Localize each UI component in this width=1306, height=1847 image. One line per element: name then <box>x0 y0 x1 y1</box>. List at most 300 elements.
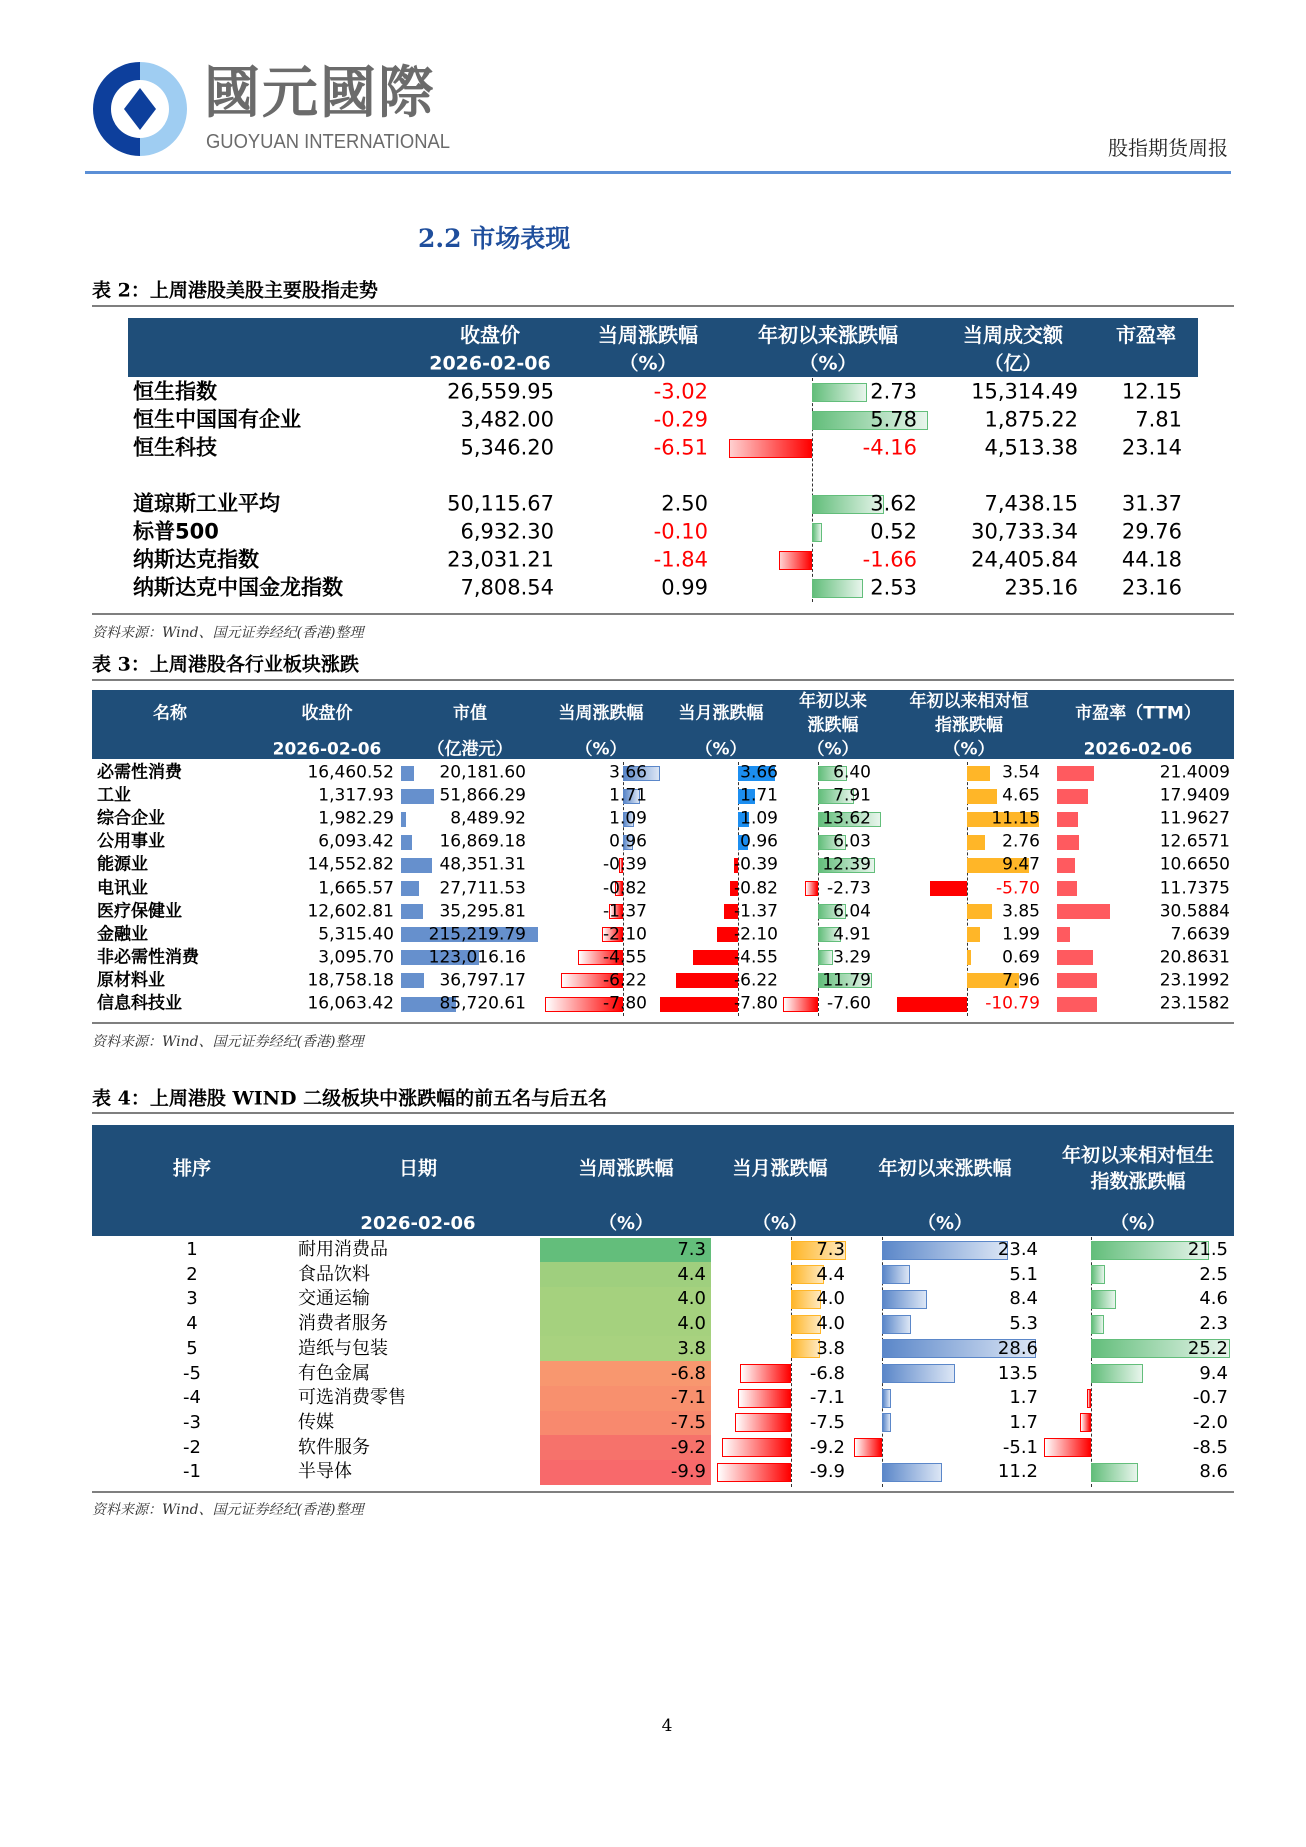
sector-name: 可选消费零售 <box>298 1387 406 1409</box>
close-price: 16,460.52 <box>307 762 394 783</box>
table2-header-label: 收盘价 <box>460 323 520 347</box>
relative-hsi-bar <box>1087 1389 1091 1408</box>
sector-name: 有色金属 <box>298 1362 370 1384</box>
sector-name: 原材料业 <box>97 970 165 991</box>
table3-header-label: 市值 <box>453 703 487 724</box>
pe-ttm: 30.5884 <box>1159 901 1230 922</box>
sector-name: 非必需性消费 <box>97 947 199 968</box>
monthly-change-bar <box>738 1389 791 1408</box>
table2-bottom-rule <box>92 613 1234 615</box>
ytd-change: 6.03 <box>833 831 871 852</box>
market-cap-bar <box>401 766 414 781</box>
relative-hsi-change: 2.5 <box>1199 1263 1228 1285</box>
close-price: 6,932.30 <box>460 519 554 544</box>
rank: -4 <box>183 1387 201 1409</box>
ytd-change: 3.29 <box>833 947 871 968</box>
table3-header-label: 年初以来 <box>799 691 867 712</box>
relative-hsi-bar <box>1091 1265 1105 1284</box>
pe-bar <box>1057 766 1094 781</box>
ytd-change: 8.4 <box>1009 1288 1038 1310</box>
table3-header-label: 涨跌幅 <box>807 715 859 736</box>
weekly-change: -2.10 <box>603 924 647 945</box>
relative-hsi-bar <box>897 997 967 1012</box>
sector-name: 公用事业 <box>97 831 165 852</box>
monthly-change-bar <box>660 997 738 1012</box>
pe-ratio: 31.37 <box>1121 491 1182 516</box>
index-name: 纳斯达克指数 <box>133 547 259 572</box>
ytd-change-bar <box>779 551 812 570</box>
ytd-change-bar <box>812 579 863 598</box>
weekly-change: 2.50 <box>661 491 708 516</box>
table3-header-label: 指涨跌幅 <box>935 715 1003 736</box>
relative-hsi-bar <box>1091 1463 1138 1482</box>
table2-header-label: 当周涨跌幅 <box>598 323 698 347</box>
pe-bar <box>1057 927 1070 942</box>
sector-name: 信息科技业 <box>97 993 182 1014</box>
market-cap: 85,720.61 <box>439 993 526 1014</box>
market-cap-bar <box>401 789 434 804</box>
header-divider <box>85 171 1231 174</box>
monthly-change-bar <box>693 950 739 965</box>
table4-header-label: 当月涨跌幅 <box>732 1157 828 1180</box>
table2-header-label: 市盈率 <box>1116 323 1176 347</box>
rank: 4 <box>186 1313 198 1335</box>
weekly-volume: 15,314.49 <box>971 379 1078 404</box>
monthly-change-bar <box>722 1438 791 1457</box>
sector-name: 半导体 <box>298 1461 352 1483</box>
table2-source: 资料来源：Wind、国元证券经纪(香港)整理 <box>92 625 364 641</box>
pe-ratio: 29.76 <box>1121 519 1182 544</box>
close-price: 16,063.42 <box>307 993 394 1014</box>
weekly-volume: 30,733.34 <box>971 519 1078 544</box>
rank: 2 <box>186 1263 198 1285</box>
ytd-change: 6.04 <box>833 901 871 922</box>
ytd-change: 5.78 <box>870 407 917 432</box>
ytd-change: 7.91 <box>833 785 871 806</box>
close-price: 50,115.67 <box>447 491 554 516</box>
close-price: 6,093.42 <box>318 831 394 852</box>
relative-hsi-bar <box>967 789 997 804</box>
weekly-change: -4.55 <box>603 947 647 968</box>
table3-header-label: 名称 <box>153 703 187 724</box>
monthly-change: -4.55 <box>734 947 778 968</box>
table4-header-unit: 2026-02-06 <box>360 1213 476 1234</box>
table4-caption: 表 4：上周港股 WIND 二级板块中涨跌幅的前五名与后五名 <box>92 1087 608 1110</box>
pe-ratio: 7.81 <box>1135 407 1182 432</box>
monthly-change: -0.82 <box>734 878 778 898</box>
weekly-change: -9.9 <box>670 1461 706 1483</box>
close-price: 23,031.21 <box>447 547 554 572</box>
relative-hsi-change: -8.5 <box>1192 1436 1228 1458</box>
relative-hsi-change: 11.15 <box>991 808 1040 829</box>
index-name: 恒生科技 <box>133 435 217 460</box>
ytd-change-bar <box>882 1364 955 1383</box>
market-cap: 27,711.53 <box>439 878 526 898</box>
ytd-change: -2.73 <box>827 878 871 898</box>
monthly-change: 3.8 <box>816 1337 845 1359</box>
guoyuan-logo-icon <box>90 58 190 160</box>
ytd-change: -4.16 <box>862 435 917 460</box>
logo-chinese-text: 國元國際 <box>204 61 436 126</box>
ytd-change: 6.40 <box>833 762 871 783</box>
monthly-change: -6.22 <box>734 970 778 991</box>
close-price: 3,095.70 <box>318 947 394 968</box>
relative-hsi-bar <box>1091 1364 1143 1383</box>
sector-name: 必需性消费 <box>97 762 182 783</box>
section-title: 2.2 市场表现 <box>418 224 571 253</box>
relative-hsi-change: 2.76 <box>1002 831 1040 852</box>
weekly-change: 3.66 <box>609 762 647 783</box>
weekly-change: -0.39 <box>603 854 647 875</box>
relative-hsi-change: 9.4 <box>1199 1362 1228 1384</box>
ytd-change-bar <box>812 523 822 542</box>
table4-bottom-rule <box>92 1491 1234 1493</box>
sector-name: 传媒 <box>298 1411 334 1433</box>
table4-source: 资料来源：Wind、国元证券经纪(香港)整理 <box>92 1502 364 1518</box>
relative-hsi-bar <box>967 927 980 942</box>
market-cap-bar <box>401 835 412 850</box>
ytd-change-bar <box>882 1241 1008 1260</box>
relative-hsi-change: 7.96 <box>1002 970 1040 991</box>
market-cap-bar <box>401 973 424 988</box>
weekly-change: -6.22 <box>603 970 647 991</box>
sector-name: 软件服务 <box>298 1436 370 1458</box>
monthly-change-bar <box>740 1364 791 1383</box>
close-price: 1,665.57 <box>318 878 394 898</box>
relative-hsi-bar <box>967 835 985 850</box>
weekly-change: 4.0 <box>677 1288 706 1310</box>
table3-header-label: 市盈率（TTM） <box>1075 703 1201 724</box>
ytd-change: 2.53 <box>870 575 917 600</box>
monthly-change: -1.37 <box>734 901 778 922</box>
table3-header-unit: （%） <box>807 739 859 760</box>
rank: 5 <box>186 1337 198 1359</box>
close-price: 12,602.81 <box>307 901 394 922</box>
ytd-change: -1.66 <box>862 547 917 572</box>
pe-ratio: 23.14 <box>1121 435 1182 460</box>
ytd-change-bar <box>818 950 833 965</box>
pe-ttm: 11.7375 <box>1159 878 1230 898</box>
close-price: 7,808.54 <box>460 575 554 600</box>
table3-bottom-rule <box>92 1022 1234 1024</box>
market-cap: 8,489.92 <box>450 808 526 829</box>
pe-ratio: 12.15 <box>1121 379 1182 404</box>
monthly-change: -2.10 <box>734 924 778 945</box>
weekly-change: -3.02 <box>653 379 708 404</box>
market-cap: 215,219.79 <box>428 924 526 945</box>
monthly-change: 7.3 <box>816 1239 845 1260</box>
monthly-change: -9.2 <box>809 1436 845 1458</box>
rank: -1 <box>183 1461 201 1483</box>
sector-name: 工业 <box>97 785 131 806</box>
table4-header-unit: （%） <box>1110 1213 1166 1234</box>
monthly-change-bar <box>717 1463 791 1482</box>
weekly-change: -0.82 <box>603 878 647 898</box>
monthly-change-bar <box>735 1413 791 1432</box>
weekly-change: -9.2 <box>670 1436 706 1458</box>
pe-ttm: 21.4009 <box>1159 762 1230 783</box>
market-cap-bar <box>401 812 406 827</box>
ytd-change-bar <box>882 1413 891 1432</box>
table3-header-unit: 2026-02-06 <box>1083 739 1193 760</box>
relative-hsi-bar <box>930 881 967 896</box>
pe-bar <box>1057 881 1077 896</box>
pe-bar <box>1057 904 1110 919</box>
ytd-change: -5.1 <box>1002 1436 1038 1458</box>
sector-name: 金融业 <box>97 924 148 945</box>
monthly-change: 4.0 <box>816 1313 845 1335</box>
ytd-change: 2.73 <box>870 379 917 404</box>
monthly-change: 1.09 <box>740 808 778 829</box>
relative-hsi-change: 8.6 <box>1199 1461 1228 1483</box>
monthly-change: 4.0 <box>816 1288 845 1310</box>
ytd-change-bar <box>882 1463 942 1482</box>
weekly-volume: 4,513.38 <box>984 435 1078 460</box>
report-type-label: 股指期货周报 <box>1108 136 1228 160</box>
ytd-change: 5.3 <box>1009 1313 1038 1335</box>
rank: -3 <box>183 1411 201 1433</box>
weekly-change: 7.3 <box>677 1239 706 1260</box>
table4-header-label: 日期 <box>398 1157 437 1180</box>
ytd-change-bar <box>882 1265 910 1284</box>
monthly-change: -9.9 <box>809 1461 845 1483</box>
weekly-change: 1.09 <box>609 808 647 829</box>
relative-hsi-change: 21.5 <box>1187 1239 1228 1260</box>
close-price: 26,559.95 <box>447 379 554 404</box>
weekly-change: -7.1 <box>670 1387 706 1409</box>
market-cap-bar <box>401 881 419 896</box>
sector-name: 医疗保健业 <box>97 901 182 922</box>
weekly-change: -0.10 <box>653 519 708 544</box>
table2-header-unit: （亿） <box>984 352 1042 375</box>
monthly-change: -0.39 <box>734 854 778 875</box>
table2-header-label: 年初以来涨跌幅 <box>758 323 898 347</box>
weekly-volume: 1,875.22 <box>984 407 1078 432</box>
close-price: 14,552.82 <box>307 854 394 875</box>
close-price: 3,482.00 <box>460 407 554 432</box>
sector-name: 电讯业 <box>97 878 148 898</box>
weekly-change: 0.99 <box>661 575 708 600</box>
table3-header-label: 当月涨跌幅 <box>678 703 764 724</box>
relative-hsi-change: -2.0 <box>1192 1411 1228 1433</box>
ytd-change-bar <box>854 1438 882 1457</box>
relative-hsi-change: -0.7 <box>1192 1387 1228 1409</box>
relative-hsi-bar <box>967 950 971 965</box>
ytd-change: 23.4 <box>997 1239 1038 1260</box>
ytd-change: 5.1 <box>1009 1263 1038 1285</box>
ytd-change-bar <box>729 439 812 458</box>
ytd-change: 11.79 <box>822 970 871 991</box>
monthly-change-bar <box>676 973 738 988</box>
monthly-change: -7.1 <box>809 1387 845 1409</box>
table4-header-label: 年初以来相对恒生 <box>1061 1144 1214 1167</box>
weekly-volume: 7,438.15 <box>984 491 1078 516</box>
pe-ttm: 23.1992 <box>1159 970 1230 991</box>
relative-hsi-bar <box>1091 1290 1116 1309</box>
monthly-change: -7.80 <box>734 993 778 1014</box>
weekly-change: 1.71 <box>609 785 647 806</box>
relative-hsi-change: 9.47 <box>1002 854 1040 875</box>
table3-header-unit: （%） <box>575 739 627 760</box>
ytd-change-bar <box>882 1389 891 1408</box>
market-cap-bar <box>401 904 423 919</box>
market-cap: 48,351.31 <box>439 854 526 875</box>
pe-ttm: 20.8631 <box>1159 947 1230 968</box>
index-name: 纳斯达克中国金龙指数 <box>133 575 343 600</box>
table2-caption: 表 2：上周港股美股主要股指走势 <box>92 279 378 302</box>
monthly-change: 3.66 <box>740 762 778 783</box>
rank: -2 <box>183 1436 201 1458</box>
pe-ratio: 44.18 <box>1121 547 1182 572</box>
table3-caption: 表 3：上周港股各行业板块涨跌 <box>92 653 359 676</box>
table4-header-label: 指数涨跌幅 <box>1090 1170 1186 1193</box>
market-cap: 16,869.18 <box>439 831 526 852</box>
table4-header-label: 排序 <box>172 1157 211 1180</box>
close-price: 5,346.20 <box>460 435 554 460</box>
table3-top-rule <box>92 679 1234 681</box>
sector-name: 能源业 <box>97 854 148 875</box>
ytd-change-bar <box>882 1315 911 1334</box>
relative-hsi-bar <box>967 904 992 919</box>
ytd-change-bar <box>812 383 867 402</box>
pe-ttm: 12.6571 <box>1159 831 1230 852</box>
ytd-change: 11.2 <box>997 1461 1038 1483</box>
relative-hsi-change: 3.54 <box>1002 762 1040 783</box>
relative-hsi-change: 1.99 <box>1002 924 1040 945</box>
table3-header-unit: （%） <box>695 739 747 760</box>
relative-hsi-change: 2.3 <box>1199 1313 1228 1335</box>
close-price: 5,315.40 <box>318 924 394 945</box>
weekly-volume: 235.16 <box>1004 575 1078 600</box>
pe-bar <box>1057 973 1097 988</box>
table4-header-label: 当周涨跌幅 <box>578 1157 674 1180</box>
pe-ratio: 23.16 <box>1121 575 1182 600</box>
close-price: 1,317.93 <box>318 785 394 806</box>
table2-header-unit: 2026-02-06 <box>429 352 551 375</box>
market-cap: 20,181.60 <box>439 762 526 783</box>
sector-name: 消费者服务 <box>298 1313 388 1335</box>
close-price: 18,758.18 <box>307 970 394 991</box>
sector-name: 综合企业 <box>97 808 165 829</box>
market-cap: 35,295.81 <box>439 901 526 922</box>
relative-hsi-bar <box>1044 1438 1091 1457</box>
pe-ttm: 10.6650 <box>1159 854 1230 875</box>
pe-bar <box>1057 858 1075 873</box>
table3-source: 资料来源：Wind、国元证券经纪(香港)整理 <box>92 1034 364 1050</box>
ytd-change: 13.62 <box>822 808 871 829</box>
weekly-change: -1.37 <box>603 901 647 922</box>
table4-header-label: 年初以来涨跌幅 <box>878 1157 1012 1180</box>
rank: 3 <box>186 1288 198 1310</box>
index-name: 道琼斯工业平均 <box>133 491 280 516</box>
table2-top-rule <box>92 305 1234 307</box>
table2-header-unit: （%） <box>799 352 857 375</box>
weekly-change: -7.5 <box>670 1411 706 1433</box>
monthly-change-bar <box>791 1339 820 1358</box>
ytd-change-bar <box>805 881 818 896</box>
weekly-change: 4.0 <box>677 1313 706 1335</box>
table3-header-label: 年初以来相对恒 <box>909 691 1029 712</box>
weekly-volume: 24,405.84 <box>971 547 1078 572</box>
page-number: 4 <box>661 1716 673 1736</box>
sector-name: 造纸与包装 <box>298 1337 388 1359</box>
weekly-change: -1.84 <box>653 547 708 572</box>
weekly-change: -6.8 <box>670 1362 706 1384</box>
index-name: 恒生指数 <box>133 379 217 404</box>
pe-bar <box>1057 812 1078 827</box>
pe-bar <box>1057 789 1088 804</box>
ytd-change: 13.5 <box>997 1362 1038 1384</box>
relative-hsi-bar <box>1091 1315 1104 1334</box>
sector-name: 食品饮料 <box>298 1263 370 1285</box>
ytd-change-bar <box>783 997 818 1012</box>
monthly-change: 4.4 <box>816 1263 845 1285</box>
relative-hsi-bar <box>1080 1413 1091 1432</box>
sector-name: 耐用消费品 <box>298 1239 388 1260</box>
table3-header-unit: （亿港元） <box>427 739 513 760</box>
market-cap: 51,866.29 <box>439 785 526 806</box>
table4-header-unit: （%） <box>917 1213 973 1234</box>
weekly-change: 4.4 <box>677 1263 706 1285</box>
ytd-change: 0.52 <box>870 519 917 544</box>
pe-ttm: 17.9409 <box>1159 785 1230 806</box>
table4-header-unit: （%） <box>752 1213 808 1234</box>
logo-english-text: GUOYUAN INTERNATIONAL <box>206 131 451 153</box>
weekly-change: 3.8 <box>677 1337 706 1359</box>
relative-hsi-change: 4.6 <box>1199 1288 1228 1310</box>
ytd-change: 1.7 <box>1009 1387 1038 1409</box>
table2-header-label: 当周成交额 <box>963 323 1063 347</box>
rank: -5 <box>183 1362 201 1384</box>
ytd-change: 4.91 <box>833 924 871 945</box>
index-name: 恒生中国国有企业 <box>133 407 301 432</box>
ytd-change: 28.6 <box>997 1337 1038 1359</box>
pe-bar <box>1057 835 1079 850</box>
ytd-change: 1.7 <box>1009 1411 1038 1433</box>
relative-hsi-change: 3.85 <box>1002 901 1040 922</box>
ytd-change: 12.39 <box>822 854 871 875</box>
weekly-change: -0.29 <box>653 407 708 432</box>
market-cap: 123,016.16 <box>428 947 526 968</box>
pe-bar <box>1057 997 1097 1012</box>
relative-hsi-change: 0.69 <box>1002 947 1040 968</box>
weekly-change: -7.80 <box>603 993 647 1014</box>
weekly-change: -6.51 <box>653 435 708 460</box>
rank: 1 <box>186 1239 198 1260</box>
pe-ttm: 23.1582 <box>1159 993 1230 1014</box>
table3-header-unit: （%） <box>943 739 995 760</box>
index-name: 标普500 <box>133 519 219 544</box>
monthly-change: -7.5 <box>809 1411 845 1433</box>
pe-ttm: 11.9627 <box>1159 808 1230 829</box>
table4-top-rule <box>92 1112 1234 1114</box>
table4-header-unit: （%） <box>598 1213 654 1234</box>
monthly-change: -6.8 <box>809 1362 845 1384</box>
table2-header-unit: （%） <box>619 352 677 375</box>
pe-ttm: 7.6639 <box>1170 924 1230 945</box>
monthly-change: 1.71 <box>740 785 778 806</box>
table3-header-label: 当周涨跌幅 <box>558 703 644 724</box>
relative-hsi-change: 25.2 <box>1187 1337 1228 1359</box>
table3-header-label: 收盘价 <box>301 703 353 724</box>
ytd-change: -7.60 <box>827 993 871 1014</box>
market-cap: 36,797.17 <box>439 970 526 991</box>
sector-name: 交通运输 <box>298 1288 370 1310</box>
relative-hsi-change: -5.70 <box>996 878 1040 898</box>
relative-hsi-change: -10.79 <box>985 993 1040 1014</box>
market-cap-bar <box>401 858 432 873</box>
ytd-change: 3.62 <box>870 491 917 516</box>
